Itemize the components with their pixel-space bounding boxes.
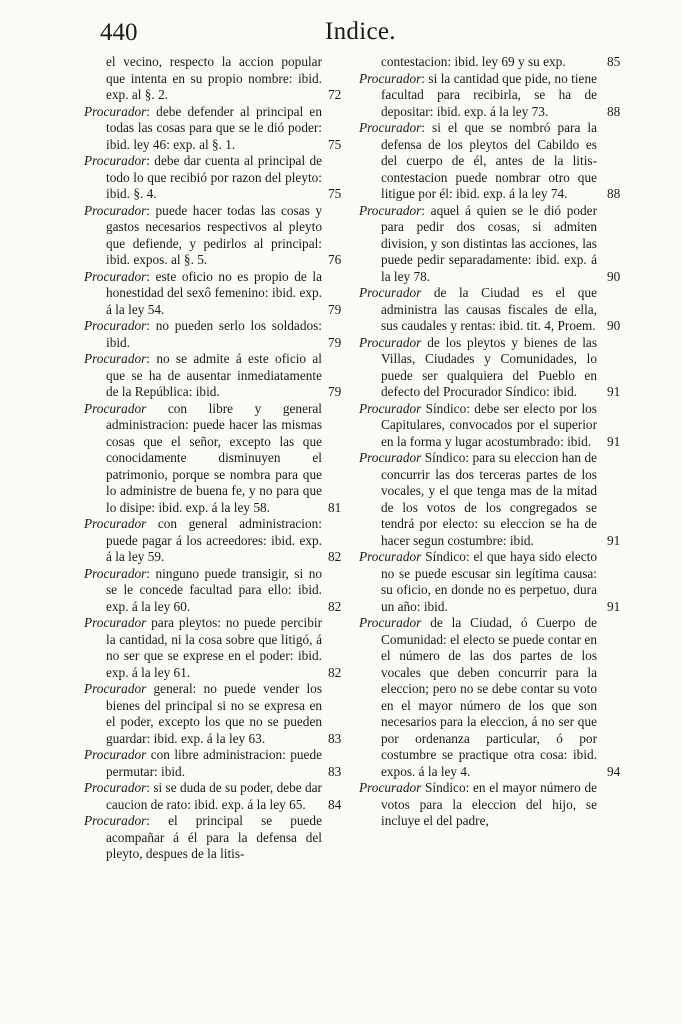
index-term: Procurador	[84, 747, 147, 762]
index-entry	[84, 268, 342, 319]
index-term: Procurador	[84, 565, 147, 581]
index-entry-text: : no pueden serlo los soldados: ibid.	[106, 318, 322, 350]
page-reference: 83	[328, 763, 342, 779]
index-entry-text: para pleytos: no puede percibir la cantidad, ni la cosa sobre que litigó, á no ser que se exprese en el poder: ibid. exp. á la ley 61.	[106, 615, 322, 680]
index-entry-text: de la Ciudad, ó Cuerpo de Comunidad: el electo se puede contar en el número de las dos partes de los vocales que deben concurrir para la eleccion; pero no se debe contar su voto en el mayor número de los que son necesarios para la eleccion, á no ser que por ordenanza particular, ó por costumbre se practique otra cosa: ibid. expos. á la ley 4.	[381, 615, 597, 779]
index-entry-text: Síndico: debe ser electo por los Capitulares, convocados por el superior en la forma y lugar acostumbrado: ibid.	[381, 400, 597, 449]
index-entry	[359, 400, 621, 451]
index-entry	[84, 54, 342, 104]
index-term: Procurador	[359, 285, 422, 300]
index-column-left	[84, 54, 342, 863]
page-reference: 72	[328, 87, 342, 102]
index-entry-text: : debe defender al principal en todas las cosas para que se le dió poder: ibid. ley 46: exp. al §. 1.	[106, 103, 322, 152]
index-term: Procurador	[359, 202, 422, 218]
index-entry	[359, 202, 621, 286]
index-term: Procurador	[84, 813, 147, 828]
page-reference: 91	[607, 532, 621, 548]
index-entry	[359, 780, 597, 830]
page-reference: 81	[328, 499, 342, 515]
index-entry-text: Síndico: el que haya sido electo no se puede escusar sin legítima causa: su oficio, en donde no es perpetuo, dura un año: ibid.	[381, 549, 597, 614]
index-entry	[359, 334, 621, 401]
index-term: Procurador	[359, 450, 422, 465]
page-reference: 83	[328, 730, 342, 746]
index-term: Procurador	[359, 334, 422, 350]
page-reference: 94	[607, 763, 621, 779]
index-term: Procurador	[84, 780, 147, 795]
page-reference: 82	[328, 598, 342, 614]
page-reference: 90	[607, 268, 621, 284]
index-entry	[359, 54, 621, 71]
index-entry	[84, 516, 342, 566]
page-reference: 82	[328, 664, 342, 680]
page-number: 440	[100, 19, 138, 46]
index-entry	[84, 400, 342, 517]
page-reference: 84	[328, 796, 342, 812]
index-entry-text: : el principal se puede acompañar á él para la defensa del pleyto, despues de la litis-	[106, 813, 322, 861]
index-entry	[359, 549, 621, 615]
index-term: Procurador	[359, 615, 422, 630]
index-entry-text: de la Ciudad es el que administra las causas fiscales de ella, sus caudales y rentas: ibid. tit. 4, Proem.	[381, 285, 597, 333]
index-entry	[84, 747, 342, 780]
index-entry	[84, 103, 342, 154]
index-term: Procurador	[84, 268, 147, 284]
index-term: Procurador	[359, 780, 422, 795]
index-entry-text: con general administracion: puede pagar á los acreedores: ibid. exp. á la ley 59.	[106, 516, 322, 564]
index-entry	[359, 285, 621, 335]
page-reference: 75	[328, 186, 342, 201]
index-entry-text: : si el que se nombró para la defensa de los pleytos del Cabildo es del cuerpo de él, antes de la litis-contestacion puede nombrar otro que litigue por él: ibid. exp. á la ley 74.	[381, 120, 597, 201]
page-reference: 82	[328, 549, 342, 564]
page-reference: 88	[607, 186, 621, 201]
index-term: Procurador	[84, 681, 147, 696]
index-entry-text: : no se admite á este oficio al que se ha de ausentar inmediatamente de la República: ibid.	[106, 351, 322, 399]
index-term: Procurador	[84, 516, 147, 531]
index-term: Procurador	[84, 615, 147, 630]
page-reference: 91	[607, 384, 621, 399]
index-entry	[84, 318, 342, 351]
page-reference: 91	[607, 598, 621, 614]
index-entry	[84, 351, 342, 401]
index-entry	[84, 565, 342, 616]
index-entry-text: : puede hacer todas las cosas y gastos necesarios respectivos al pleyto que defiende, y pedirlos al principal: ibid. expos. al §. 5.	[106, 202, 322, 267]
index-entry	[359, 70, 621, 121]
page-reference: 91	[607, 433, 621, 449]
index-entry	[84, 681, 342, 747]
index-term: Procurador	[84, 351, 147, 366]
index-term: Procurador	[359, 400, 422, 416]
index-entry-text: general: no puede vender los bienes del principal si no se expresa en el poder, excepto los que no se pueden guardar: ibid. exp. á la ley 63.	[106, 681, 322, 746]
index-entry-text: Síndico: en el mayor número de votos para la eleccion del hijo, se incluye el del padre,	[381, 780, 597, 828]
index-entry	[359, 450, 621, 549]
index-term: Procurador	[84, 202, 147, 218]
index-term: Procurador	[84, 400, 147, 416]
index-entry-text: de los pleytos y bienes de las Villas, Ciudades y Comunidades, lo puede ser qualquiera del Pueblo en defecto del Procurador Síndico: ibid.	[381, 334, 597, 399]
index-entry-text: Síndico: para su eleccion han de concurrir las dos terceras partes de los vocales, y el que tenga mas de la mitad de los votos de los congregados se tendrá por electo: su eleccion se ha de hacer segun costumbre: ibid.	[381, 450, 597, 548]
page-reference: 79	[328, 384, 342, 399]
index-entry	[359, 615, 621, 780]
index-entry-text: contestacion: ibid. ley 69 y su exp.	[381, 54, 566, 69]
page-reference: 79	[328, 301, 342, 317]
index-entry-text: con libre y general administracion: puede hacer las mismas cosas que el señor, excepto las que conocidamente disminuyen el patrimonio, porque se nombra para que lo administre de buena fe, y no para que lo disipe: ibid. exp. á la ley 58.	[106, 400, 322, 515]
page-title: Indice.	[325, 18, 396, 45]
index-entry	[84, 813, 322, 863]
index-entry-text: : si la cantidad que pide, no tiene facultad para recibirla, se ha de depositar: ibid. exp. á la ley 73.	[381, 70, 597, 119]
page-reference: 76	[328, 252, 342, 267]
index-term: Procurador	[359, 120, 422, 135]
index-entry-text: : ninguno puede transigir, si no se le concede facultad para ello: ibid. exp. á la ley 60.	[106, 565, 322, 614]
index-entry-text: : aquel á quien se le dió poder para pedir dos cosas, si admiten division, y son distintas las acciones, las puede pedir separadamente: ibid. exp. á la ley 78.	[381, 202, 597, 284]
page-reference: 88	[607, 103, 621, 119]
index-term: Procurador	[84, 318, 147, 333]
index-entry	[84, 615, 342, 681]
index-entry-text: : debe dar cuenta al principal de todo lo que recibió por razon del pleyto: ibid. §. 4.	[106, 153, 322, 201]
index-entry	[84, 780, 342, 813]
index-term: Procurador	[84, 153, 147, 168]
page-reference: 75	[328, 136, 342, 152]
index-entry-text: : si se duda de su poder, debe dar caucion de rato: ibid. exp. á la ley 65.	[106, 780, 322, 812]
index-column-right	[359, 54, 621, 830]
index-term: Procurador	[359, 549, 422, 564]
page-reference: 85	[607, 54, 621, 69]
index-term: Procurador	[359, 70, 422, 86]
index-entry	[84, 153, 342, 203]
index-entry-text: el vecino, respecto la accion popular que intenta en su propio nombre: ibid. exp. al §. 2.	[106, 54, 322, 102]
index-entry	[359, 120, 621, 203]
index-entry-text: : este oficio no es propio de la honestidad del sexô femenino: ibid. exp. á la ley 54.	[106, 268, 322, 317]
index-entry-text: con libre administracion: puede permutar: ibid.	[106, 747, 322, 779]
index-term: Procurador	[84, 103, 147, 119]
page-reference: 79	[328, 334, 342, 350]
index-entry	[84, 202, 342, 269]
page-reference: 90	[607, 318, 621, 333]
